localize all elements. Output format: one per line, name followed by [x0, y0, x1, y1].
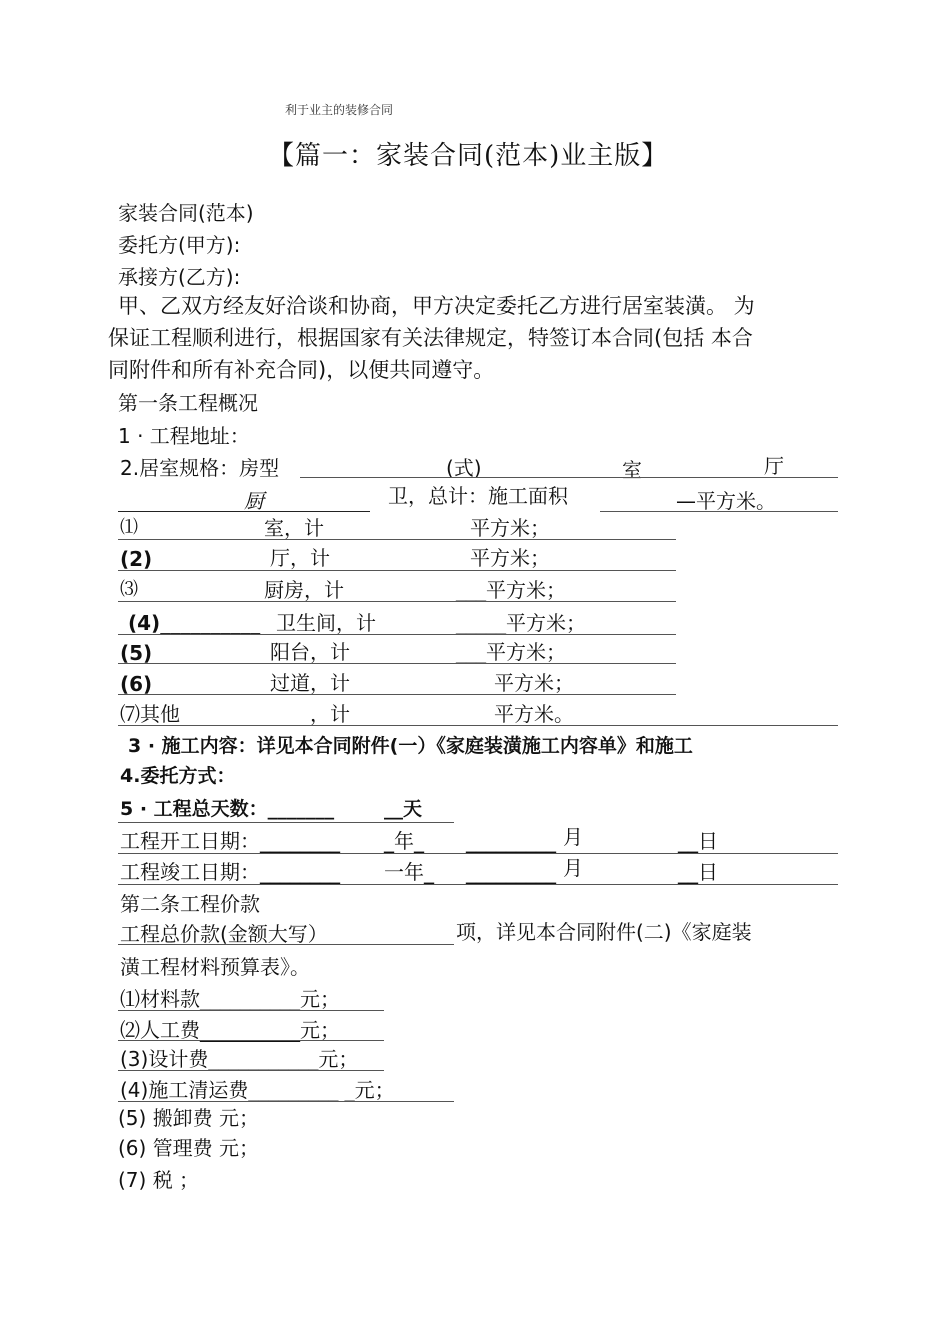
room-7-label: ⑺其他 — [120, 702, 180, 726]
item-2-hall: 厅 — [764, 454, 784, 478]
start-date-month: 月 — [563, 825, 583, 849]
room-1-unit: 平方米； — [470, 516, 550, 540]
item-2-style: (式) — [446, 456, 482, 480]
running-header: 利于业主的装修合同 — [285, 103, 394, 117]
underline — [118, 822, 454, 823]
party-b-label: 承接方(乙方): — [118, 265, 241, 289]
underline — [118, 884, 838, 885]
item-2-bath-total: 卫，总计：施工面积 — [388, 484, 568, 508]
underline — [118, 944, 454, 945]
room-3-label: 厨房，计 — [264, 578, 344, 602]
underline — [118, 634, 676, 635]
underline — [118, 1040, 384, 1041]
start-date-year: _年_ — [384, 829, 424, 853]
contract-name: 家装合同(范本) — [118, 201, 254, 225]
start-date-label: 工程开工日期：________ — [120, 829, 340, 853]
underline — [118, 601, 676, 602]
article-2-heading: 第二条工程价款 — [120, 892, 260, 916]
start-date-blank: _________ — [466, 829, 556, 853]
cost-tax: (7) 税 ； — [118, 1168, 200, 1192]
cost-handling: (5) 搬卸费 元； — [118, 1106, 260, 1130]
room-2-unit: 平方米； — [470, 546, 550, 570]
underline — [118, 539, 676, 540]
room-5-num: (5) — [120, 641, 153, 665]
underline — [300, 477, 838, 478]
room-1-num: ⑴ — [120, 517, 138, 538]
underline — [118, 663, 676, 664]
underline — [600, 511, 838, 512]
room-4-num: (4)__________ — [128, 611, 261, 635]
page-title: 【篇一：家装合同(范本)业主版】 — [268, 141, 669, 171]
total-price-label: 工程总价款(金额大写） — [120, 922, 328, 946]
item-2-room: 室 — [622, 458, 642, 482]
underline — [118, 1010, 384, 1011]
room-5-label: 阳台，计 — [270, 640, 350, 664]
item-5-days: 5 · 工程总天数：_______ — [120, 798, 335, 820]
underline — [118, 570, 676, 571]
item-4-method: 4.委托方式： — [120, 765, 236, 787]
cost-material: ⑴材料款__________元； — [120, 987, 340, 1011]
underline — [118, 511, 370, 512]
underline — [118, 725, 838, 726]
item-1-address: 1 · 工程地址： — [118, 424, 250, 448]
item-2-kitchen: 厨 — [244, 489, 264, 513]
end-date-blank: _________ — [466, 860, 556, 884]
start-date-day: __日 — [678, 829, 718, 853]
cost-management: (6) 管理费 元； — [118, 1136, 260, 1160]
room-6-num: (6) — [120, 672, 153, 696]
room-7-unit: 平方米。 — [494, 702, 574, 726]
underline — [118, 1070, 384, 1071]
party-a-label: 委托方(甲方): — [118, 233, 241, 257]
room-4-unit: _____平方米； — [456, 611, 586, 635]
cost-cleanup: (4)施工清运费_________ _元； — [120, 1078, 395, 1102]
item-5-days-unit: __天 — [384, 798, 423, 820]
cost-design: (3)设计费___________元； — [120, 1047, 359, 1071]
intro-line-3: 同附件和所有补充合同)，以便共同遵守。 — [108, 358, 495, 382]
total-price-ref: 项，详见本合同附件(二)《家庭装 — [456, 920, 752, 944]
intro-line-2: 保证工程顺利进行，根据国家有关法律规定，特签订本合同(包括 本合 — [108, 326, 753, 350]
room-2-label: 厅，计 — [270, 546, 330, 570]
end-date-year: 一年_ — [384, 860, 434, 884]
room-1-label: 室，计 — [264, 516, 324, 540]
room-6-label: 过道，计 — [270, 671, 350, 695]
room-3-unit: ___平方米； — [456, 578, 566, 602]
item-3-content: 3 · 施工内容：详见本合同附件(一）《家庭装潢施工内容单》和施工 — [128, 735, 693, 757]
total-price-ref-cont: 潢工程材料预算表》。 — [120, 955, 310, 979]
item-2-area-unit: —平方米。 — [676, 489, 776, 513]
end-date-month: 月 — [563, 856, 583, 880]
intro-line-1: 甲、乙双方经友好洽谈和协商，甲方决定委托乙方进行居室装潢。 为 — [118, 294, 755, 318]
room-3-num: ⑶ — [120, 579, 138, 600]
room-4-label: 卫生间，计 — [276, 611, 376, 635]
room-7-count: ，计 — [310, 702, 350, 726]
room-6-unit: 平方米； — [494, 671, 574, 695]
cost-labor: ⑵人工费__________元； — [120, 1018, 340, 1042]
article-1-heading: 第一条工程概况 — [118, 391, 258, 415]
end-date-label: 工程竣工日期：________ — [120, 860, 340, 884]
item-2-label: 2.居室规格：房型 — [120, 456, 280, 480]
room-5-unit: ___平方米； — [456, 640, 566, 664]
underline — [118, 1101, 454, 1102]
end-date-day: __日 — [678, 860, 718, 884]
underline — [118, 853, 838, 854]
room-2-num: (2) — [120, 547, 153, 571]
underline — [118, 694, 676, 695]
